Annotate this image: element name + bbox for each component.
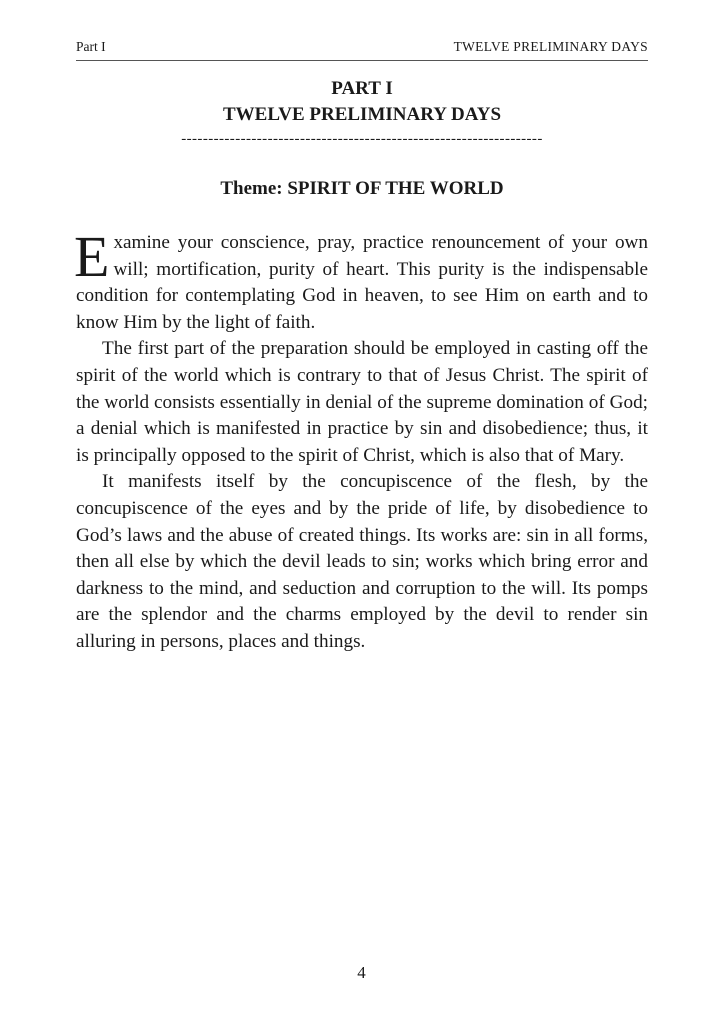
theme-heading: Theme: SPIRIT OF THE WORLD bbox=[220, 178, 504, 199]
paragraph-1 bbox=[74, 224, 648, 336]
page-number: 4 bbox=[357, 963, 366, 982]
paragraph-1-text: xamine your conscience, pray, practice renouncement of your own will; mortification, purity of heart. This purity is the indispensable condition for contemplating God in heaven, to see Him on earth and to know Him by the light of faith. bbox=[76, 232, 648, 333]
paragraph-2: The first part of the preparation should be employed in casting off the spirit of the world which is contrary to that of Jesus Christ. The spirit of the world consists essentially in denial of the supreme domination of God; a denial which is manifested in practice by sin and disobedience; thus, it is principally opposed to the spirit of Christ, which is also that of Mary. bbox=[76, 338, 648, 466]
running-header-right: TWELVE PRELIMINARY DAYS bbox=[453, 39, 648, 54]
drop-cap: E bbox=[74, 224, 110, 289]
part-heading-block bbox=[76, 76, 648, 150]
running-header bbox=[76, 38, 648, 61]
dashed-divider: ------------------------------------------------------------------- bbox=[181, 131, 543, 147]
part-title: PART I bbox=[331, 78, 393, 99]
running-header-left: Part I bbox=[76, 39, 106, 54]
paragraph-3: It manifests itself by the concupiscence of the flesh, by the concupiscence of the eyes and by the pride of life, by disobedience to God’s laws and the abuse of created things. Its works are: sin in all forms, then all else by which the devil leads to sin; works which bring error and darkness to the mind, and seduction and corruption to the will. Its pomps are the splendor and the charms employed by the devil to render sin alluring in persons, places and things. bbox=[76, 471, 648, 652]
part-subtitle: TWELVE PRELIMINARY DAYS bbox=[222, 104, 502, 125]
body-text bbox=[74, 224, 648, 656]
